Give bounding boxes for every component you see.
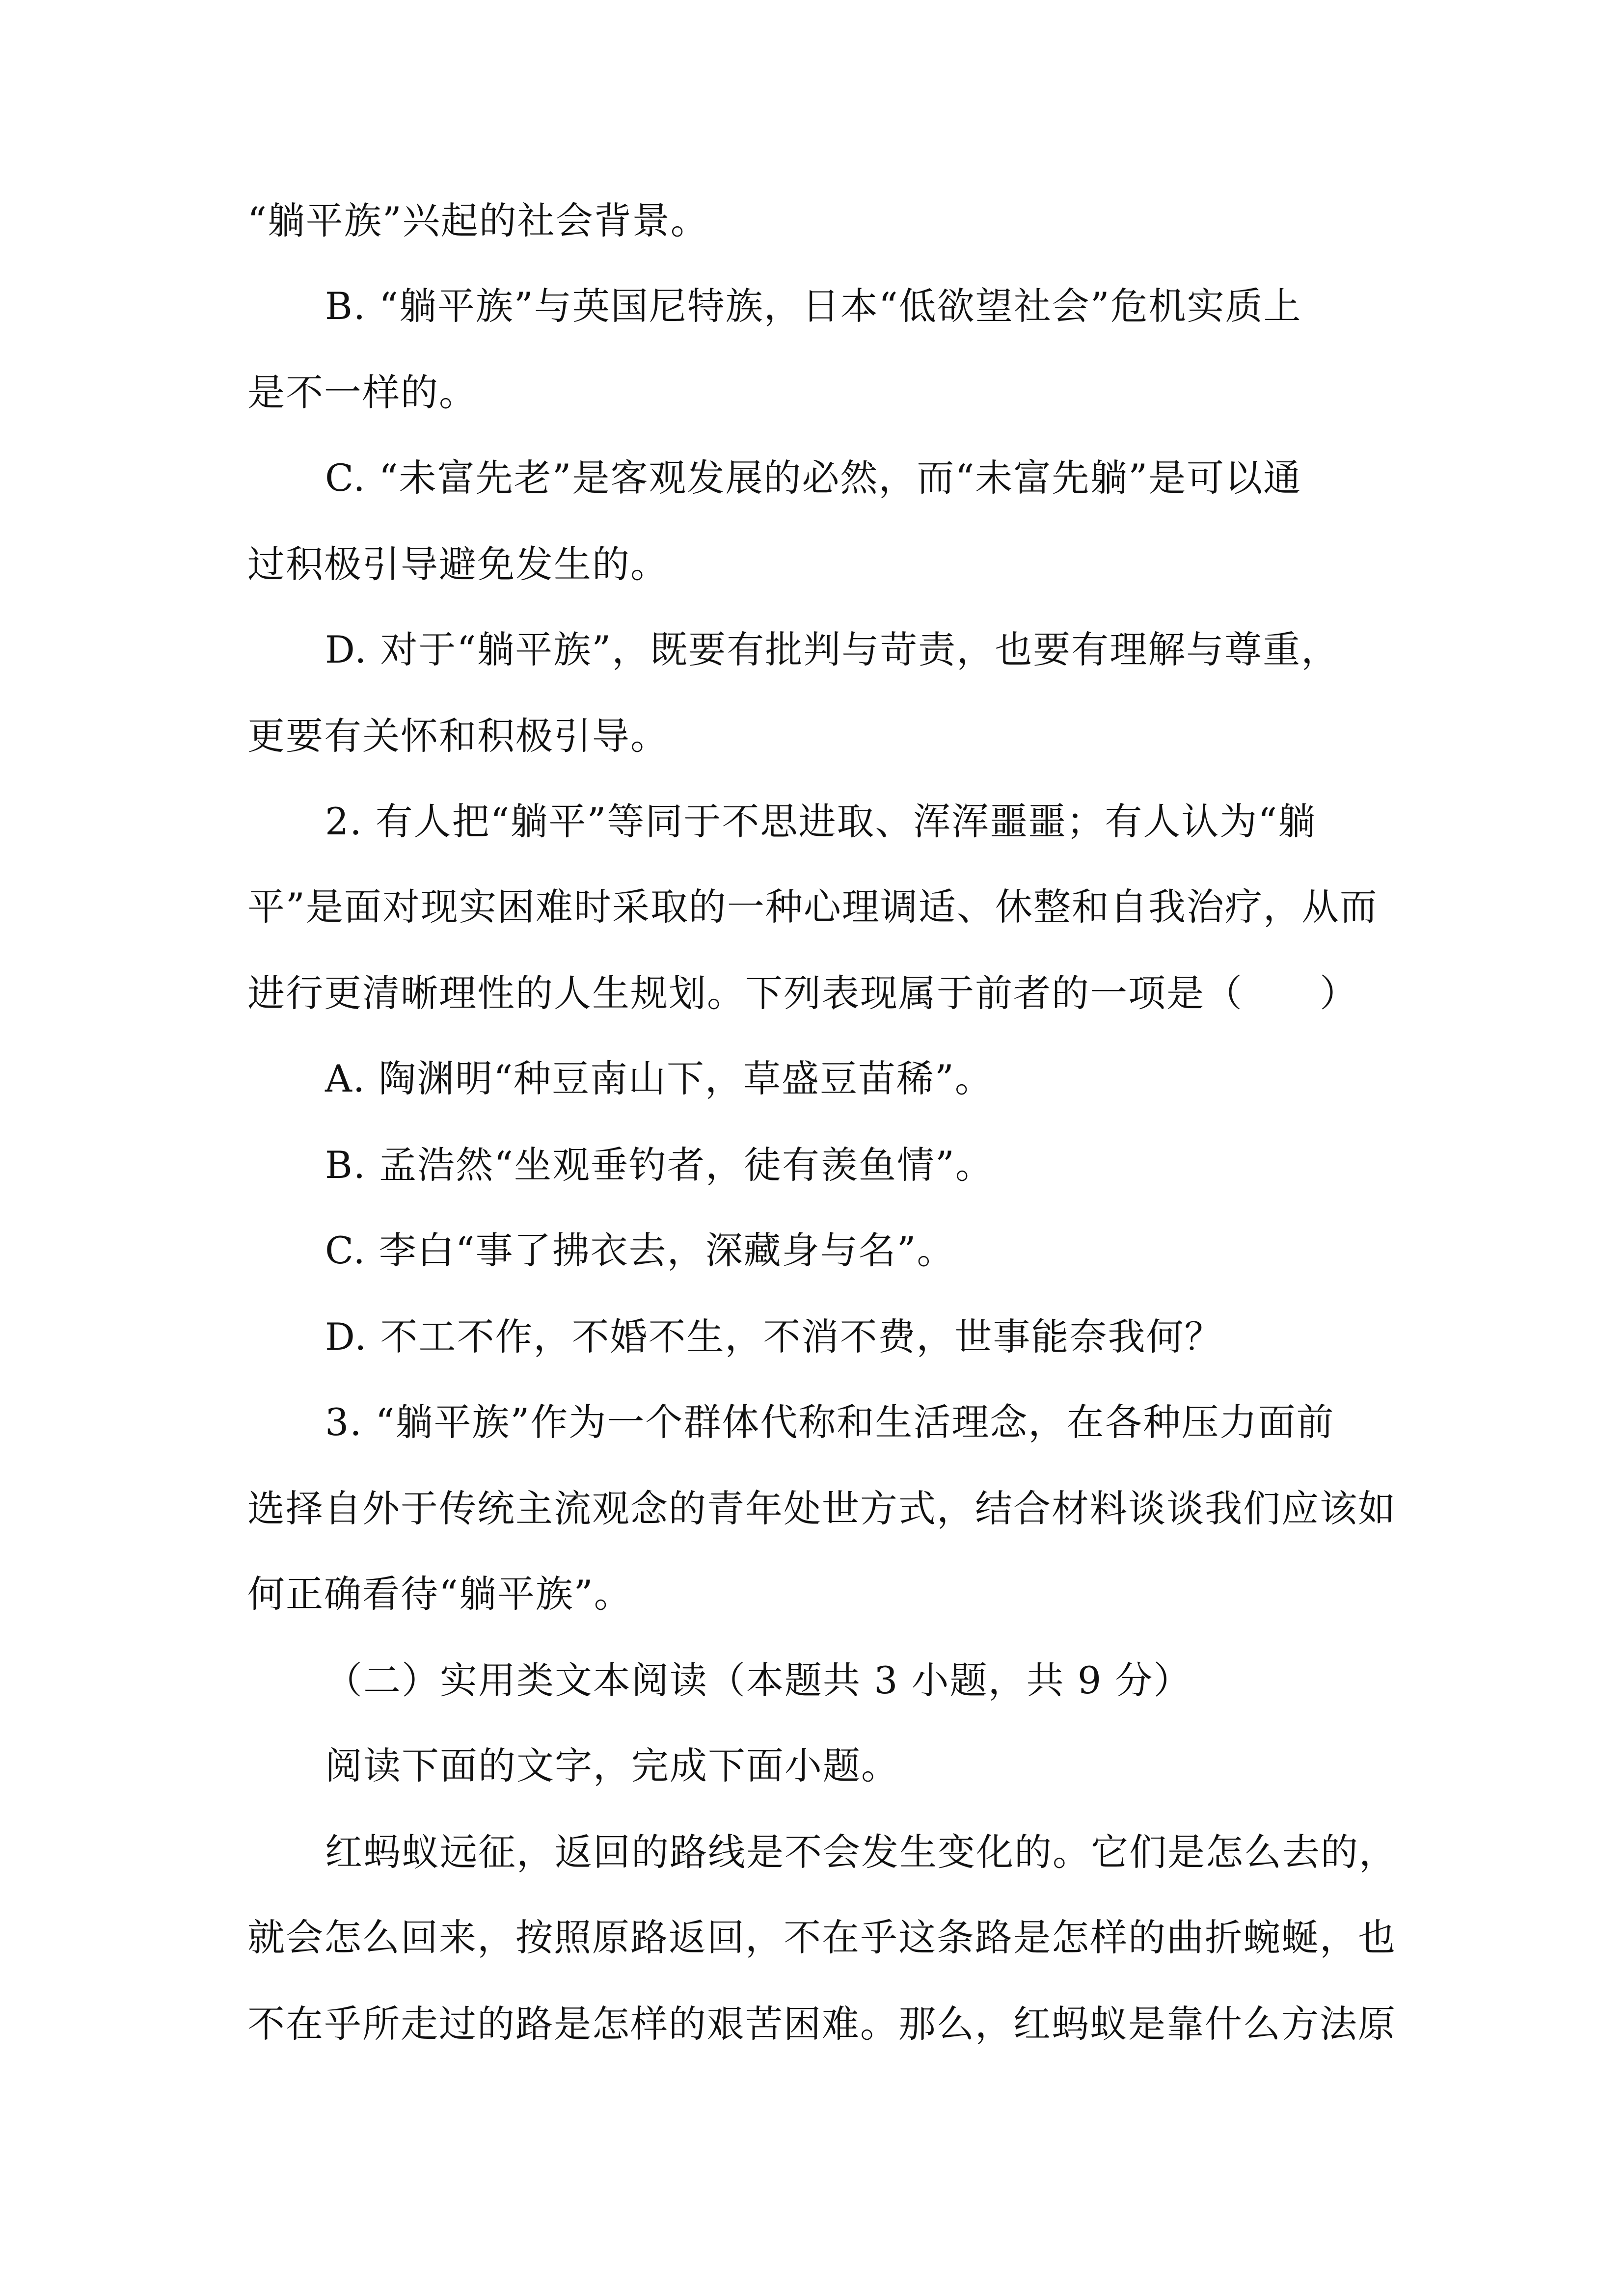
- q2-option-a: A. 陶渊明“种豆南山下，草盛豆苗稀”。: [325, 1057, 993, 1100]
- option-b-line-1: B. “躺平族”与英国尼特族，日本“低欲望社会”危机实质上: [325, 284, 1302, 328]
- passage-line-2: 就会怎么回来，按照原路返回，不在乎这条路是怎样的曲折蜿蜒，也: [247, 1916, 1396, 1959]
- option-b-line-2: 是不一样的。: [247, 371, 477, 414]
- question-3-line-1: 3. “躺平族”作为一个群体代称和生活理念，在各种压力面前: [325, 1400, 1335, 1444]
- q2-option-d: D. 不工不作，不婚不生，不消不费，世事能奈我何？: [325, 1315, 1223, 1359]
- section-heading: （二）实用类文本阅读（本题共 3 小题，共 9 分）: [325, 1658, 1192, 1702]
- passage-line-3: 不在乎所走过的路是怎样的艰苦困难。那么，红蚂蚁是靠什么方法原: [247, 2002, 1396, 2046]
- question-2-line-2: 平”是面对现实困难时采取的一种心理调适、休整和自我治疗，从而: [247, 885, 1378, 929]
- q2-option-b: B. 孟浩然“坐观垂钓者，徒有羡鱼情”。: [325, 1143, 994, 1187]
- instruction-line: 阅读下面的文字，完成下面小题。: [325, 1744, 899, 1788]
- question-3-line-2: 选择自外于传统主流观念的青年处世方式，结合材料谈谈我们应该如: [247, 1487, 1396, 1530]
- q2-option-c: C. 李白“事了拂衣去，深藏身与名”。: [325, 1228, 955, 1272]
- option-c-line-2: 过积极引导避免发生的。: [247, 542, 669, 586]
- option-d-line-2: 更要有关怀和积极引导。: [247, 714, 669, 758]
- question-3-line-3: 何正确看待“躺平族”。: [247, 1572, 632, 1616]
- passage-line-1: 红蚂蚁远征，返回的路线是不会发生变化的。它们是怎么去的，: [325, 1830, 1397, 1874]
- question-2-line-1: 2. 有人把“躺平”等同于不思进取、浑浑噩噩；有人认为“躺: [325, 800, 1317, 843]
- option-d-line-1: D. 对于“躺平族”，既要有批判与苛责，也要有理解与尊重，: [325, 628, 1340, 671]
- option-c-line-1: C. “未富先老”是客观发展的必然，而“未富先躺”是可以通: [325, 456, 1302, 500]
- text-line-continuation: “躺平族”兴起的社会背景。: [247, 199, 709, 242]
- question-2-line-3: 进行更清晰理性的人生规划。下列表现属于前者的一项是（ ）: [247, 971, 1358, 1015]
